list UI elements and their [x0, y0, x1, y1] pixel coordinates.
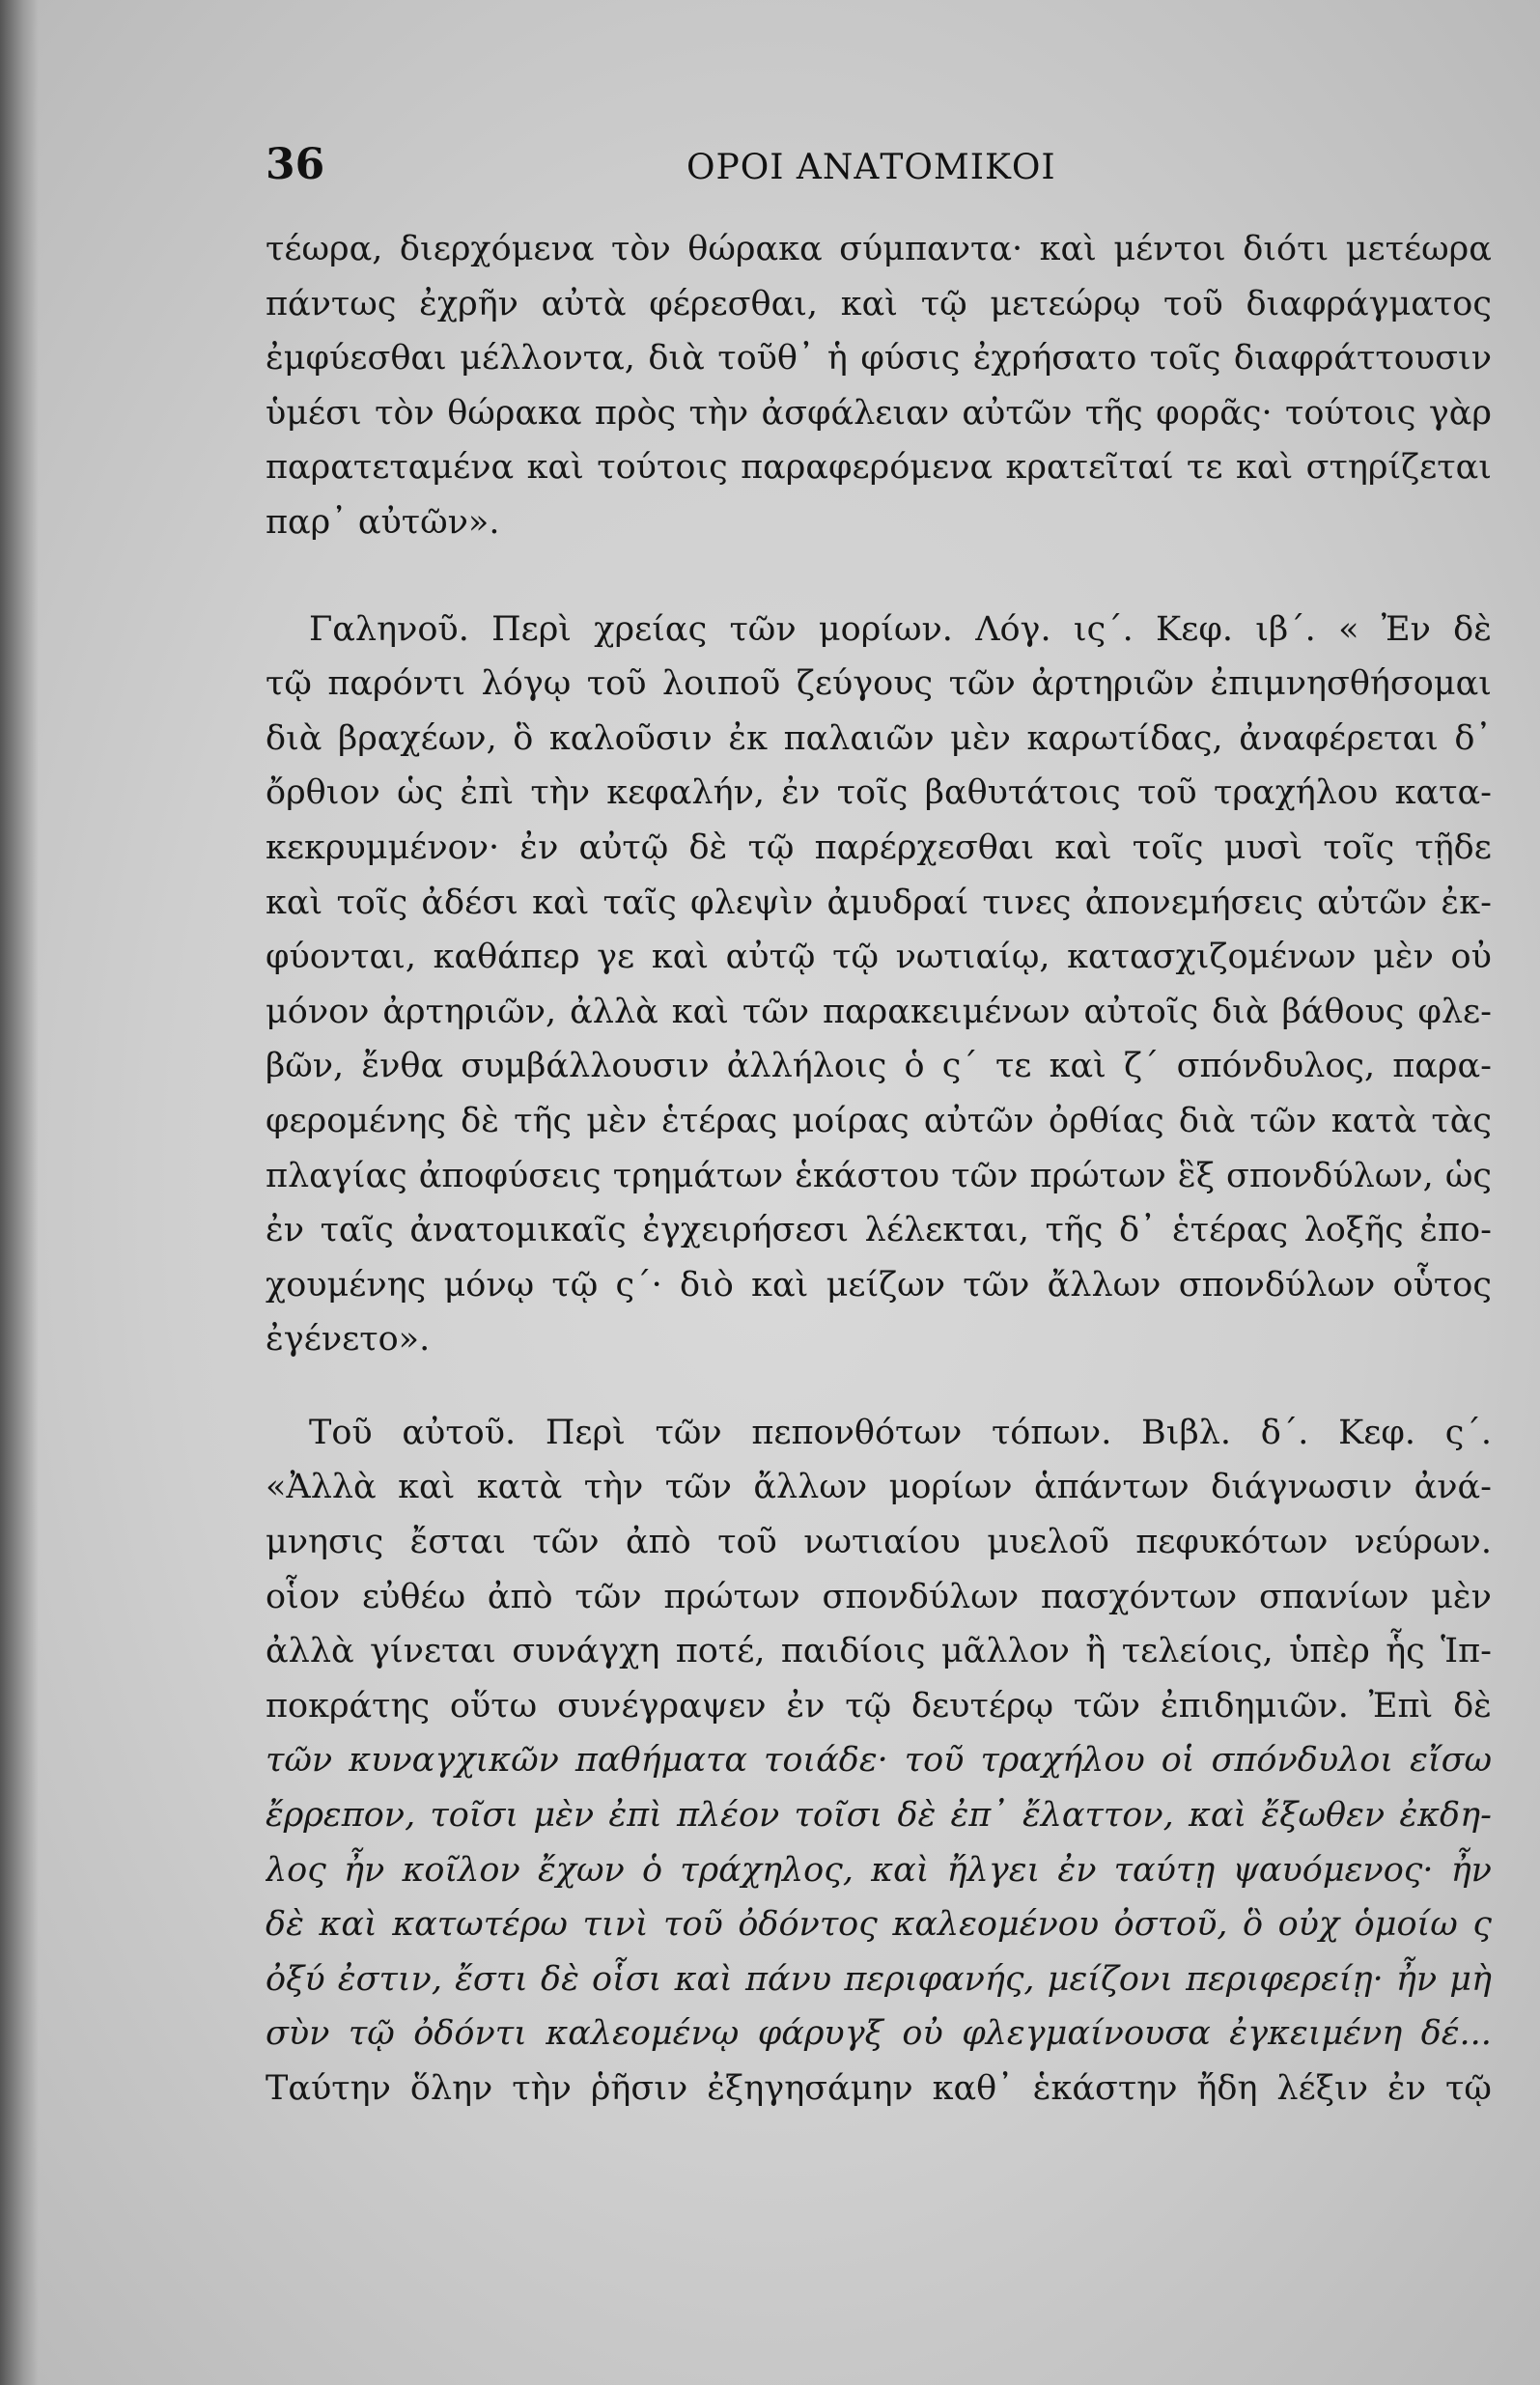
text-line: κεκρυμμένον· ἐν αὐτῷ δὲ τῷ παρέρχεσθαι καὶ τοῖς μυσὶ τοῖς τῇδε	[266, 828, 1492, 867]
text-line: φερομένης δὲ τῆς μὲν ἑτέρας μοίρας αὐτῶν ὀρθίας διὰ τῶν κατὰ τὰς	[266, 1101, 1492, 1140]
text-line: Τοῦ αὐτοῦ. Περὶ τῶν πεπονθότων τόπων. Βιβλ. δ΄. Κεφ. ς΄.	[309, 1413, 1492, 1452]
text-line: Ταύτην ὅλην τὴν ῥῆσιν ἐξηγησάμην καθ᾽ ἑκάστην ἤδη λέξιν ἐν τῷ	[266, 2069, 1492, 2108]
text-line: χουμένης μόνῳ τῷ ς΄· διὸ καὶ μείζων τῶν ἄλλων σπονδύλων οὗτος	[266, 1265, 1492, 1305]
text-line: φύονται, καθάπερ γε καὶ αὐτῷ τῷ νωτιαίῳ, κατασχιζομένων μὲν οὐ	[266, 938, 1492, 977]
paragraph-3	[266, 1406, 1492, 2117]
text-line: τῷ παρόντι λόγῳ τοῦ λοιποῦ ζεύγους τῶν ἀρτηριῶν ἐπιμνησθήσομαι	[266, 664, 1492, 704]
text-line: παρ᾽ αὐτῶν».	[266, 502, 500, 542]
text-line: λος ἦν κοῖλον ἔχων ὁ τράχηλος, καὶ ἤλγει ἐν ταύτῃ ψαυόμενος· ἦν	[266, 1850, 1492, 1890]
paragraph-gap	[266, 1367, 1492, 1406]
text-line: παρατεταμένα καὶ τούτοις παραφερόμενα κρατεῖταί τε καὶ στηρίζεται	[266, 448, 1492, 488]
text-line: ἐν ταῖς ἀνατομικαῖς ἐγχειρήσεσι λέλεκται, τῆς δ᾽ ἑτέρας λοξῆς ἐπο-	[266, 1211, 1492, 1250]
text-line: πάντως ἐχρῆν αὐτὰ φέρεσθαι, καὶ τῷ μετεώρῳ τοῦ διαφράγματος	[266, 284, 1492, 323]
page-header	[266, 140, 1492, 198]
body-text	[266, 222, 1492, 2117]
text-line: βῶν, ἔνθα συμβάλλουσιν ἀλλήλοις ὁ ς΄ τε καὶ ζ΄ σπόνδυλος, παρα-	[266, 1047, 1492, 1086]
paragraph-1	[266, 222, 1492, 550]
text-line: δὲ καὶ κατωτέρω τινὶ τοῦ ὀδόντος καλεομένου ὀστοῦ, ὃ οὐχ ὁμοίω ς	[266, 1905, 1492, 1945]
paragraph-gap	[266, 550, 1492, 603]
text-line: ἔρρεπον, τοῖσι μὲν ἐπὶ πλέον τοῖσι δὲ ἐπ᾽ ἔλαττον, καὶ ἔξωθεν ἐκδη-	[266, 1796, 1492, 1836]
paragraph-2	[266, 603, 1492, 1367]
text-line: πλαγίας ἀποφύσεις τρημάτων ἑκάστου τῶν πρώτων ἓξ σπονδύλων, ὡς	[266, 1156, 1492, 1195]
text-line: ὀξύ ἐστιν, ἔστι δὲ οἷσι καὶ πάνυ περιφανής, μείζονι περιφερείῃ· ἦν μὴ	[266, 1959, 1492, 1999]
text-line: σὺν τῷ ὀδόντι καλεομένῳ φάρυγξ οὐ φλεγμαίνουσα ἐγκειμένη δέ...	[266, 2014, 1492, 2054]
text-line: ἐγένετο».	[266, 1320, 431, 1360]
text-line: μνησις ἔσται τῶν ἀπὸ τοῦ νωτιαίου μυελοῦ πεφυκότων νεύρων.	[266, 1523, 1492, 1562]
text-line: ὄρθιον ὡς ἐπὶ τὴν κεφαλήν, ἐν τοῖς βαθυτάτοις τοῦ τραχήλου κατα-	[266, 773, 1492, 813]
running-head: ΟΡΟΙ ΑΝΑΤΟΜΙΚΟΙ	[686, 148, 1056, 187]
text-line: οἷον εὐθέω ἀπὸ τῶν πρώτων σπονδύλων πασχόντων σπανίων μὲν	[266, 1577, 1492, 1616]
text-line: Γαληνοῦ. Περὶ χρείας τῶν μορίων. Λόγ. ις΄. Κεφ. ιβ΄. « Ἐν δὲ	[309, 609, 1492, 649]
text-line: μόνον ἀρτηριῶν, ἀλλὰ καὶ τῶν παρακειμένων αὐτοῖς διὰ βάθους φλε-	[266, 992, 1492, 1031]
text-line: ἀλλὰ γίνεται συνάγχη ποτέ, παιδίοις μᾶλλον ἢ τελείοις, ὑπὲρ ἧς Ἱπ-	[266, 1632, 1492, 1671]
text-line: διὰ βραχέων, ὃ καλοῦσιν ἐκ παλαιῶν μὲν καρωτίδας, ἀναφέρεται δ᾽	[266, 718, 1492, 758]
text-line: ἐμφύεσθαι μέλλοντα, διὰ τοῦθ᾽ ἡ φύσις ἐχρήσατο τοῖς διαφράττουσιν	[266, 339, 1492, 379]
page-number: 36	[266, 140, 325, 189]
text-line: «Ἀλλὰ καὶ κατὰ τὴν τῶν ἄλλων μορίων ἁπάντων διάγνωσιν ἀνά-	[266, 1468, 1492, 1507]
text-line: ὑμέσι τὸν θώρακα πρὸς τὴν ἀσφάλειαν αὐτῶν τῆς φορᾶς· τούτοις γὰρ	[266, 393, 1492, 433]
page-gutter-shadow	[0, 0, 39, 2385]
text-line: τέωρα, διερχόμενα τὸν θώρακα σύμπαντα· καὶ μέντοι διότι μετέωρα	[266, 230, 1492, 268]
text-line: ποκράτης οὕτω συνέγραψεν ἐν τῷ δευτέρῳ τῶν ἐπιδημιῶν. Ἐπὶ δὲ	[266, 1686, 1492, 1726]
text-line: τῶν κυναγχικῶν παθήματα τοιάδε· τοῦ τραχήλου οἱ σπόνδυλοι εἴσω	[266, 1741, 1492, 1781]
text-line: καὶ τοῖς ἀδέσι καὶ ταῖς φλεψὶν ἀμυδραί τινες ἀπονεμήσεις αὐτῶν ἐκ-	[266, 883, 1492, 922]
